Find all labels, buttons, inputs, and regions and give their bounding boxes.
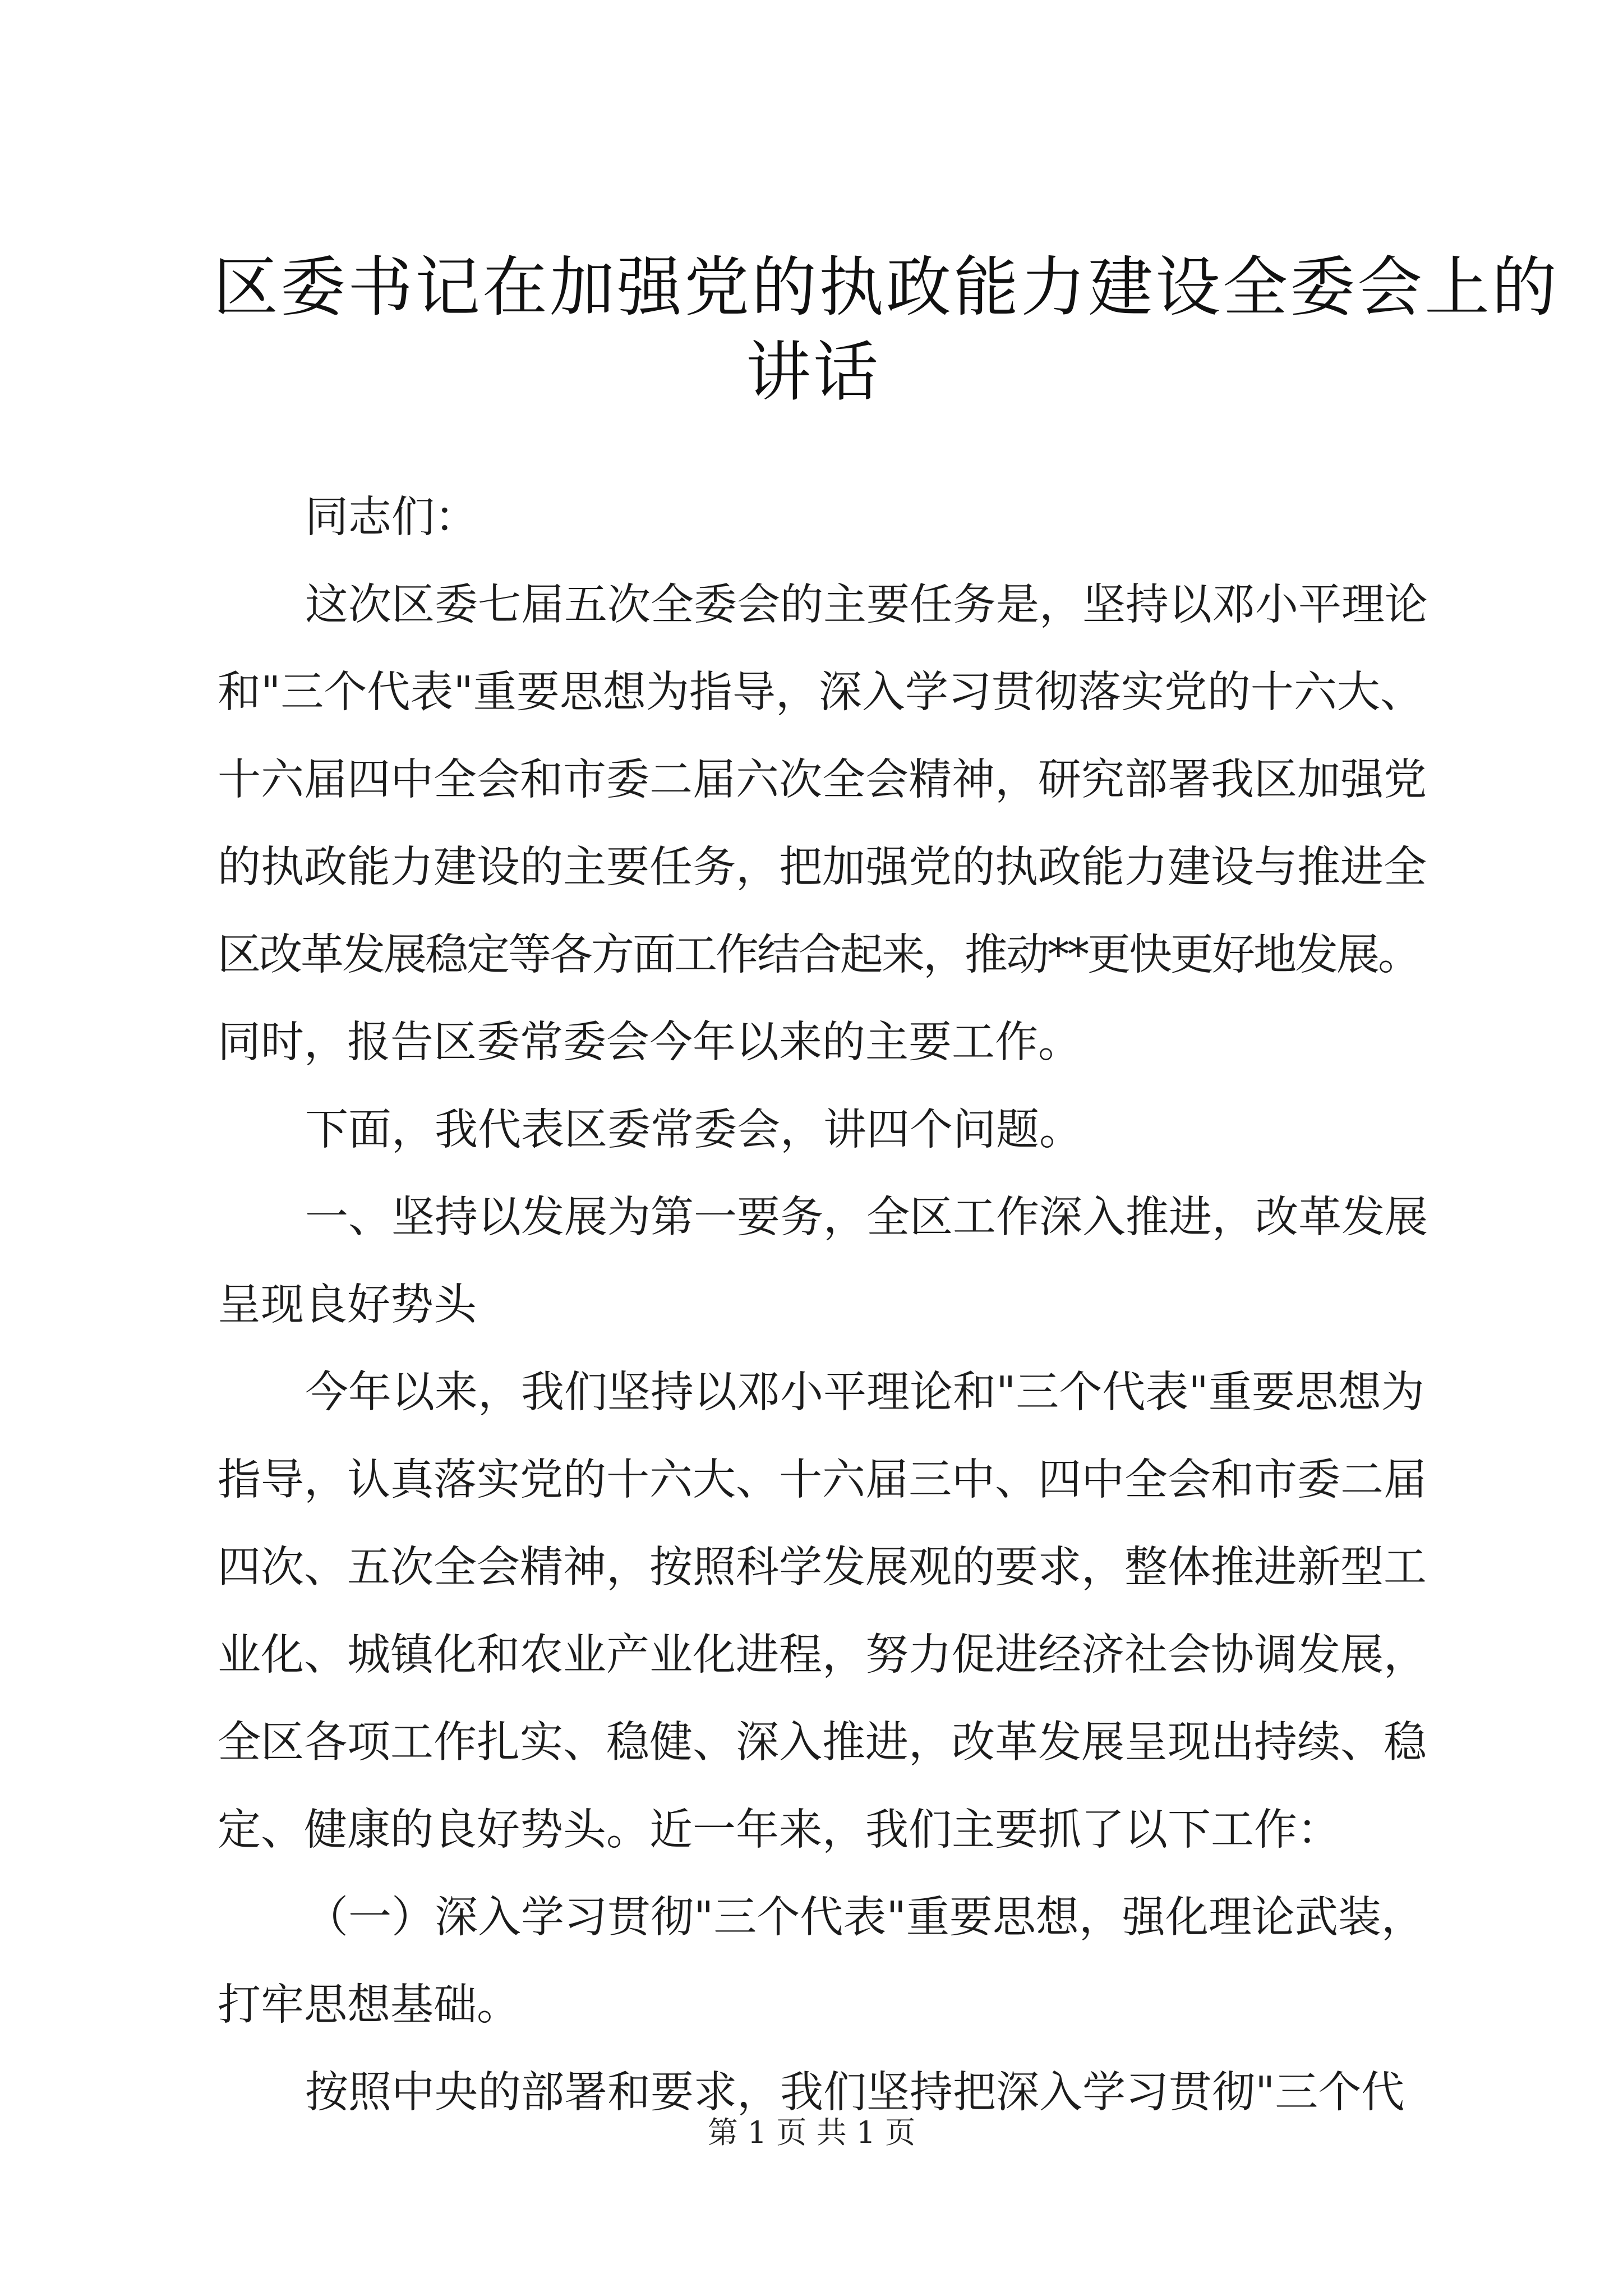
paragraph-line: 业化、城镇化和农业产业化进程，努力促进经济社会协调发展， <box>218 1630 1427 1680</box>
subsection-heading-line: （一）深入学习贯彻"三个代表"重要思想，强化理论武装， <box>305 1893 1424 1943</box>
paragraph-line: 下面，我代表区委常委会，讲四个问题。 <box>305 1105 1082 1155</box>
paragraph-line: 指导，认真落实党的十六大、十六届三中、四中全会和市委二届 <box>218 1455 1427 1505</box>
salutation: 同志们： <box>305 493 478 542</box>
document-body <box>218 474 1429 2137</box>
page-number-footer: 第 1 页 共 1 页 <box>707 2115 916 2150</box>
paragraph-line: 今年以来，我们坚持以邓小平理论和"三个代表"重要思想为 <box>305 1368 1424 1418</box>
subsection-heading-line: 打牢思想基础。 <box>218 1980 520 2030</box>
paragraph-line: 十六届四中全会和市委二届六次全会精神，研究部署我区加强党 <box>218 755 1427 805</box>
paragraph-line: 的执政能力建设的主要任务，把加强党的执政能力建设与推进全 <box>218 843 1427 892</box>
paragraph-line: 同时，报告区委常委会今年以来的主要工作。 <box>218 1018 1081 1068</box>
paragraph-line: 按照中央的部署和要求，我们坚持把深入学习贯彻"三个代 <box>305 2068 1405 2118</box>
paragraph-line: 四次、五次全会精神，按照科学发展观的要求，整体推进新型工 <box>218 1543 1427 1593</box>
document-title-line-1: 区委书记在加强党的执政能力建设全委会上的 <box>213 250 1559 325</box>
section-heading-line: 呈现良好势头 <box>218 1280 477 1330</box>
document-title-line-2: 讲话 <box>746 334 880 410</box>
paragraph-line: 和"三个代表"重要思想为指导，深入学习贯彻落实党的十六大、 <box>218 668 1423 717</box>
paragraph-line: 区改革发展稳定等各方面工作结合起来，推动**更快更好地发展。 <box>218 930 1419 980</box>
section-heading-line: 一、坚持以发展为第一要务，全区工作深入推进，改革发展 <box>305 1193 1428 1243</box>
paragraph-line: 定、健康的良好势头。近一年来，我们主要抓了以下工作： <box>218 1805 1340 1855</box>
paragraph-line: 这次区委七届五次全委会的主要任务是，坚持以邓小平理论 <box>305 580 1428 630</box>
paragraph-line: 全区各项工作扎实、稳健、深入推进，改革发展呈现出持续、稳 <box>218 1718 1427 1768</box>
